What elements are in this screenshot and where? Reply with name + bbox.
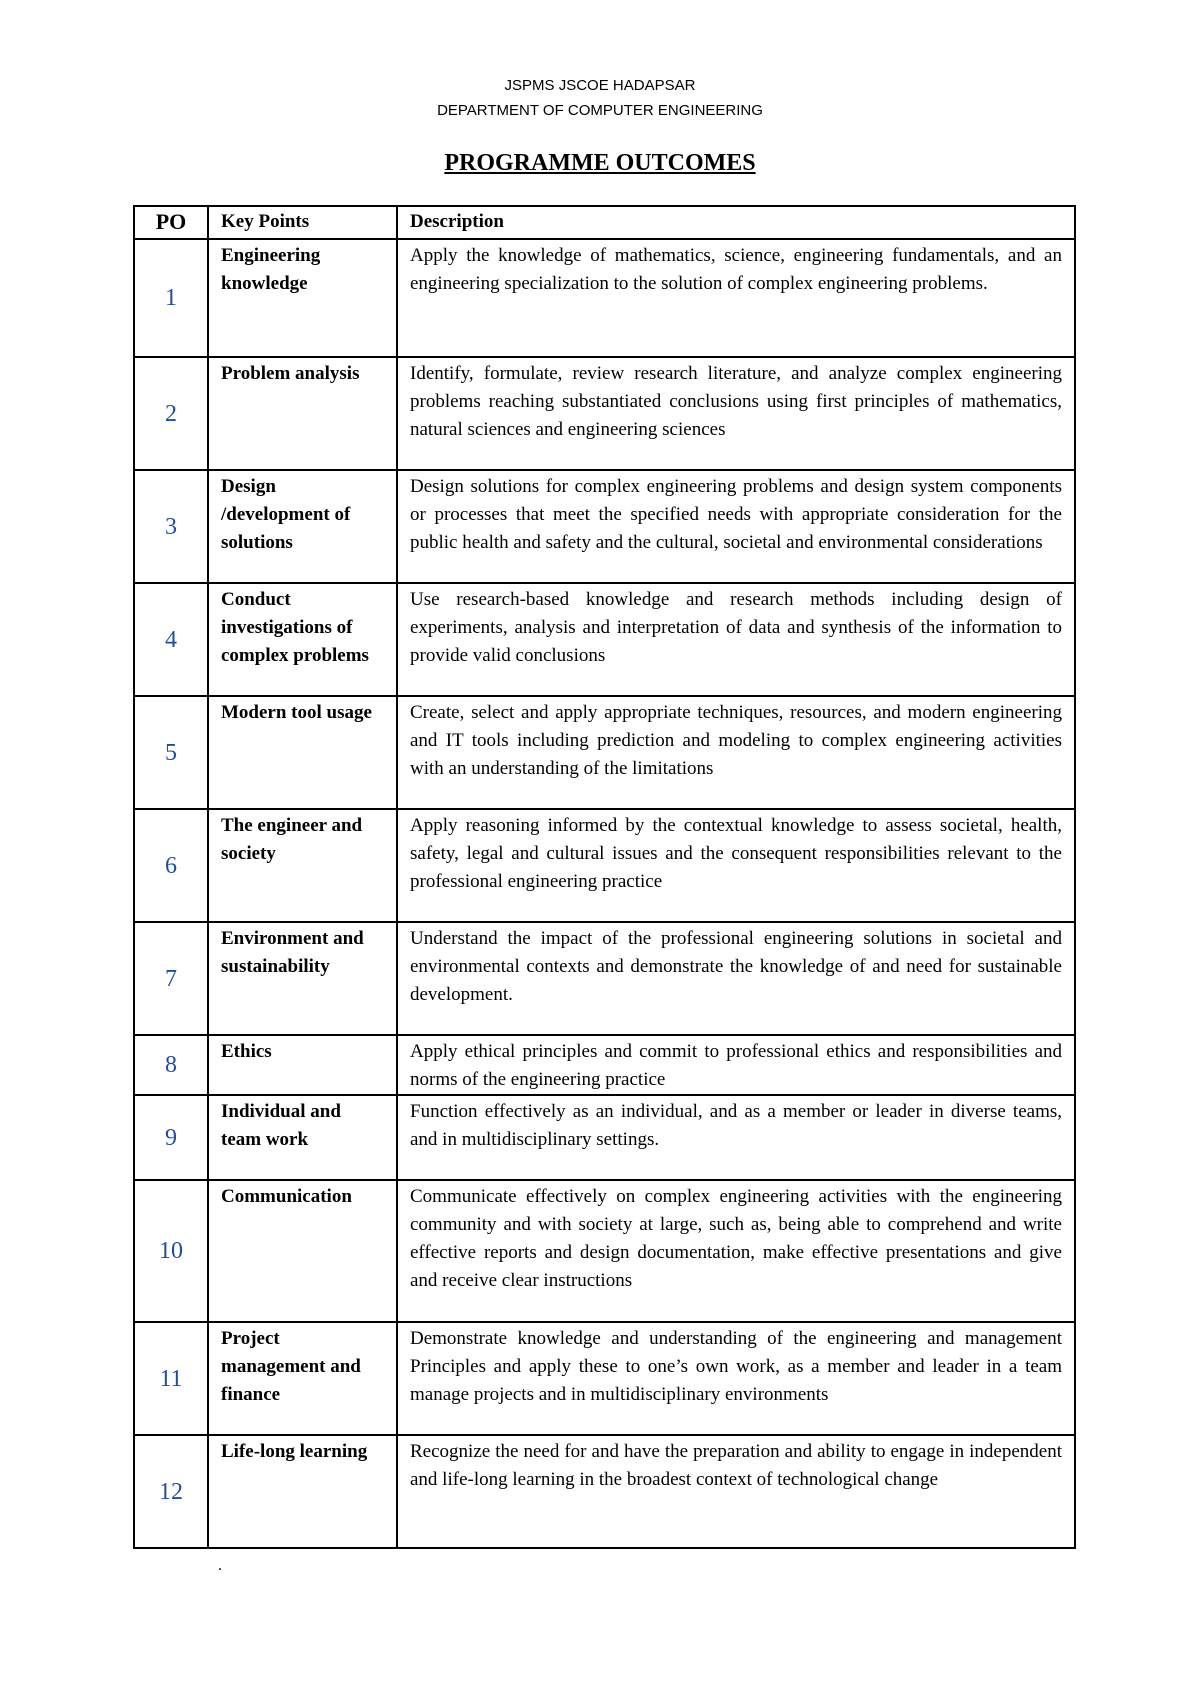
table-row xyxy=(134,357,1075,470)
table-header-row xyxy=(134,206,1075,239)
po-number: 9 xyxy=(134,1095,208,1180)
key-point: Design /development of solutions xyxy=(208,470,397,583)
table-row xyxy=(134,1180,1075,1322)
table-row xyxy=(134,470,1075,583)
column-header-key-points: Key Points xyxy=(208,206,397,239)
key-point: Conduct investigations of complex problems xyxy=(208,583,397,696)
description: Communicate effectively on complex engineering activities with the engineering community and with society at large, such as, being able to comprehend and write effective reports and design documentation, make effective presentations and give and receive clear instructions xyxy=(397,1180,1075,1322)
key-point: Ethics xyxy=(208,1035,397,1095)
po-number: 10 xyxy=(134,1180,208,1322)
table-row xyxy=(134,583,1075,696)
programme-outcomes-table xyxy=(133,205,1076,1549)
po-number: 2 xyxy=(134,357,208,470)
key-point: Individual and team work xyxy=(208,1095,397,1180)
po-number: 4 xyxy=(134,583,208,696)
key-point: Communication xyxy=(208,1180,397,1322)
description: Apply the knowledge of mathematics, science, engineering fundamentals, and an engineering specialization to the solution of complex engineering problems. xyxy=(397,239,1075,357)
description: Design solutions for complex engineering problems and design system components or processes that meet the specified needs with appropriate consideration for the public health and safety and the cultural, societal and environmental considerations xyxy=(397,470,1075,583)
key-point: Project management and finance xyxy=(208,1322,397,1435)
description: Recognize the need for and have the preparation and ability to engage in independent and life-long learning in the broadest context of technological change xyxy=(397,1435,1075,1548)
po-number: 3 xyxy=(134,470,208,583)
column-header-po: PO xyxy=(134,206,208,239)
table-row xyxy=(134,922,1075,1035)
po-number: 12 xyxy=(134,1435,208,1548)
description: Create, select and apply appropriate techniques, resources, and modern engineering and IT tools including prediction and modeling to complex engineering activities with an understanding of the limitations xyxy=(397,696,1075,809)
table-row xyxy=(134,1035,1075,1095)
department-name: DEPARTMENT OF COMPUTER ENGINEERING xyxy=(437,102,763,119)
table-row xyxy=(134,809,1075,922)
key-point: Life-long learning xyxy=(208,1435,397,1548)
description: Use research-based knowledge and research methods including design of experiments, analysis and interpretation of data and synthesis of the information to provide valid conclusions xyxy=(397,583,1075,696)
key-point: Environment and sustainability xyxy=(208,922,397,1035)
key-point: Problem analysis xyxy=(208,357,397,470)
footer-mark: . xyxy=(218,1557,222,1574)
key-point: Engineering knowledge xyxy=(208,239,397,357)
po-number: 8 xyxy=(134,1035,208,1095)
description: Function effectively as an individual, and as a member or leader in diverse teams, and in multidisciplinary settings. xyxy=(397,1095,1075,1180)
table-row xyxy=(134,1435,1075,1548)
description: Understand the impact of the professional engineering solutions in societal and environmental contexts and demonstrate the knowledge of and need for sustainable development. xyxy=(397,922,1075,1035)
column-header-description: Description xyxy=(397,206,1075,239)
po-number: 11 xyxy=(134,1322,208,1435)
table-row xyxy=(134,696,1075,809)
description: Apply ethical principles and commit to professional ethics and responsibilities and norms of the engineering practice xyxy=(397,1035,1075,1095)
description: Demonstrate knowledge and understanding of the engineering and management Principles and apply these to one’s own work, as a member and leader in a team manage projects and in multidisciplinary environments xyxy=(397,1322,1075,1435)
po-number: 6 xyxy=(134,809,208,922)
page-title: PROGRAMME OUTCOMES xyxy=(444,150,756,176)
key-point: Modern tool usage xyxy=(208,696,397,809)
table-body xyxy=(134,239,1075,1548)
description: Apply reasoning informed by the contextual knowledge to assess societal, health, safety, legal and cultural issues and the consequent responsibilities relevant to the professional engineering practice xyxy=(397,809,1075,922)
po-number: 7 xyxy=(134,922,208,1035)
key-point: The engineer and society xyxy=(208,809,397,922)
description: Identify, formulate, review research literature, and analyze complex engineering problems reaching substantiated conclusions using first principles of mathematics, natural sciences and engineering sciences xyxy=(397,357,1075,470)
table-row xyxy=(134,1095,1075,1180)
table-row xyxy=(134,1322,1075,1435)
po-number: 5 xyxy=(134,696,208,809)
po-number: 1 xyxy=(134,239,208,357)
table-row xyxy=(134,239,1075,357)
institute-name: JSPMS JSCOE HADAPSAR xyxy=(504,77,696,94)
